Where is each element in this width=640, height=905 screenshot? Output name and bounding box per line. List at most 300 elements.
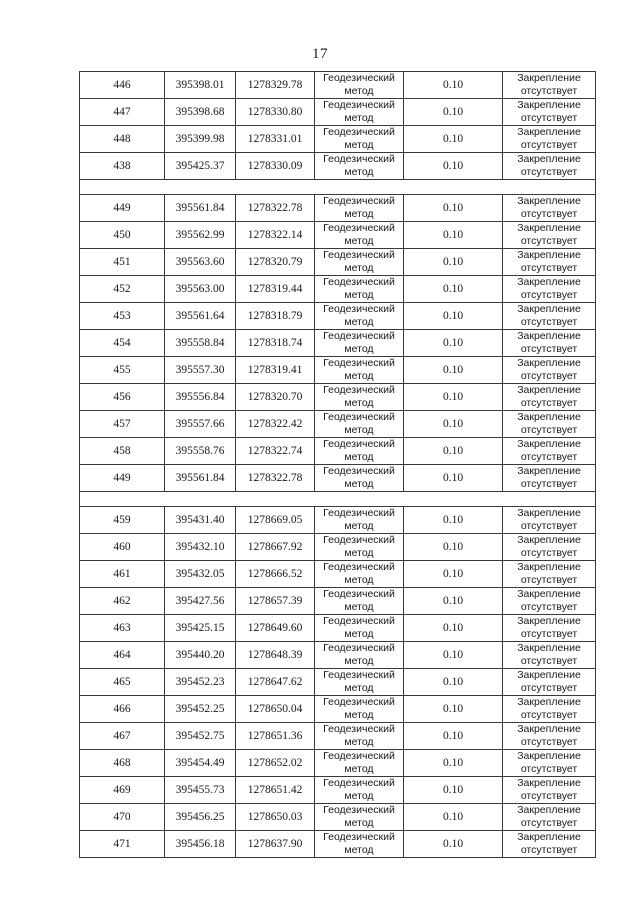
fixing-line-1: Закрепление bbox=[517, 330, 581, 342]
method-line-1: Геодезический bbox=[323, 153, 395, 165]
method-cell bbox=[315, 153, 404, 180]
method-text bbox=[315, 561, 403, 587]
fixing-line-1: Закрепление bbox=[517, 72, 581, 84]
accuracy-cell-value: 0.10 bbox=[442, 784, 464, 796]
fixing-cell bbox=[503, 534, 596, 561]
method-text bbox=[315, 696, 403, 722]
method-text bbox=[315, 438, 403, 464]
point-number-cell-value: 446 bbox=[113, 79, 131, 91]
method-line-2: метод bbox=[344, 817, 374, 829]
fixing-line-1: Закрепление bbox=[517, 303, 581, 315]
point-number-cell-value: 457 bbox=[113, 418, 131, 430]
x-coordinate-cell-value: 395456.18 bbox=[175, 838, 225, 850]
method-line-1: Геодезический bbox=[323, 804, 395, 816]
method-line-2: метод bbox=[344, 790, 374, 802]
fixing-text bbox=[503, 249, 595, 275]
fixing-line-2: отсутствует bbox=[520, 709, 578, 721]
fixing-cell bbox=[503, 303, 596, 330]
fixing-line-1: Закрепление bbox=[517, 465, 581, 477]
y-coordinate-cell-value: 1278666.52 bbox=[247, 568, 303, 580]
x-coordinate-cell bbox=[165, 804, 236, 831]
x-coordinate-cell bbox=[165, 276, 236, 303]
y-coordinate-cell-value: 1278322.78 bbox=[247, 472, 303, 484]
y-coordinate-cell bbox=[236, 384, 315, 411]
accuracy-cell-value: 0.10 bbox=[442, 337, 464, 349]
point-number-cell bbox=[80, 411, 165, 438]
method-cell bbox=[315, 411, 404, 438]
accuracy-cell bbox=[404, 507, 503, 534]
y-coordinate-cell-value: 1278322.78 bbox=[247, 202, 303, 214]
accuracy-cell bbox=[404, 72, 503, 99]
fixing-cell bbox=[503, 561, 596, 588]
x-coordinate-cell-value: 395398.68 bbox=[175, 106, 225, 118]
x-coordinate-cell-value: 395561.84 bbox=[175, 202, 225, 214]
point-number-cell bbox=[80, 303, 165, 330]
accuracy-cell-value: 0.10 bbox=[442, 595, 464, 607]
fixing-text bbox=[503, 384, 595, 410]
x-coordinate-cell bbox=[165, 588, 236, 615]
fixing-cell bbox=[503, 72, 596, 99]
point-number-cell-value: 459 bbox=[113, 514, 131, 526]
accuracy-cell-value: 0.10 bbox=[442, 160, 464, 172]
table-row bbox=[80, 330, 596, 357]
fixing-line-1: Закрепление bbox=[517, 411, 581, 423]
method-line-1: Геодезический bbox=[323, 330, 395, 342]
method-cell bbox=[315, 195, 404, 222]
y-coordinate-cell bbox=[236, 669, 315, 696]
point-number-cell-value: 464 bbox=[113, 649, 131, 661]
point-number-cell bbox=[80, 357, 165, 384]
x-coordinate-cell bbox=[165, 330, 236, 357]
table-row bbox=[80, 750, 596, 777]
x-coordinate-cell bbox=[165, 411, 236, 438]
fixing-text bbox=[503, 534, 595, 560]
coordinates-table-body bbox=[80, 72, 596, 858]
x-coordinate-cell-value: 395431.40 bbox=[175, 514, 225, 526]
accuracy-cell bbox=[404, 561, 503, 588]
method-line-1: Геодезический bbox=[323, 72, 395, 84]
x-coordinate-cell bbox=[165, 249, 236, 276]
y-coordinate-cell-value: 1278320.70 bbox=[247, 391, 303, 403]
accuracy-cell bbox=[404, 303, 503, 330]
x-coordinate-cell-value: 395427.56 bbox=[175, 595, 225, 607]
method-line-1: Геодезический bbox=[323, 195, 395, 207]
method-cell bbox=[315, 669, 404, 696]
table-row bbox=[80, 126, 596, 153]
y-coordinate-cell bbox=[236, 153, 315, 180]
point-number-cell bbox=[80, 222, 165, 249]
fixing-line-2: отсутствует bbox=[520, 628, 578, 640]
accuracy-cell-value: 0.10 bbox=[442, 541, 464, 553]
fixing-text bbox=[503, 303, 595, 329]
method-text bbox=[315, 669, 403, 695]
accuracy-cell bbox=[404, 411, 503, 438]
accuracy-cell bbox=[404, 99, 503, 126]
y-coordinate-cell bbox=[236, 303, 315, 330]
fixing-text bbox=[503, 438, 595, 464]
method-cell bbox=[315, 384, 404, 411]
method-line-2: метод bbox=[344, 478, 374, 490]
method-cell bbox=[315, 561, 404, 588]
method-line-2: метод bbox=[344, 370, 374, 382]
table-row bbox=[80, 615, 596, 642]
point-number-cell-value: 448 bbox=[113, 133, 131, 145]
method-text bbox=[315, 249, 403, 275]
fixing-cell bbox=[503, 831, 596, 858]
point-number-cell bbox=[80, 153, 165, 180]
x-coordinate-cell bbox=[165, 153, 236, 180]
method-text bbox=[315, 507, 403, 533]
table-row bbox=[80, 153, 596, 180]
method-text bbox=[315, 222, 403, 248]
point-number-cell-value: 450 bbox=[113, 229, 131, 241]
x-coordinate-cell-value: 395432.05 bbox=[175, 568, 225, 580]
method-cell bbox=[315, 534, 404, 561]
point-number-cell bbox=[80, 696, 165, 723]
method-text bbox=[315, 384, 403, 410]
x-coordinate-cell bbox=[165, 669, 236, 696]
point-number-cell-value: 463 bbox=[113, 622, 131, 634]
x-coordinate-cell-value: 395561.64 bbox=[175, 310, 225, 322]
table-row bbox=[80, 804, 596, 831]
x-coordinate-cell-value: 395398.01 bbox=[175, 79, 225, 91]
method-text bbox=[315, 195, 403, 221]
fixing-cell bbox=[503, 723, 596, 750]
y-coordinate-cell bbox=[236, 99, 315, 126]
point-number-cell bbox=[80, 72, 165, 99]
method-line-1: Геодезический bbox=[323, 831, 395, 843]
method-cell bbox=[315, 99, 404, 126]
x-coordinate-cell bbox=[165, 615, 236, 642]
fixing-cell bbox=[503, 507, 596, 534]
method-line-2: метод bbox=[344, 736, 374, 748]
point-number-cell-value: 451 bbox=[113, 256, 131, 268]
method-text bbox=[315, 777, 403, 803]
accuracy-cell-value: 0.10 bbox=[442, 568, 464, 580]
fixing-text bbox=[503, 696, 595, 722]
point-number-cell bbox=[80, 465, 165, 492]
fixing-cell bbox=[503, 804, 596, 831]
point-number-cell bbox=[80, 831, 165, 858]
table-row bbox=[80, 222, 596, 249]
method-line-2: метод bbox=[344, 139, 374, 151]
accuracy-cell bbox=[404, 276, 503, 303]
table-row bbox=[80, 249, 596, 276]
method-cell bbox=[315, 126, 404, 153]
x-coordinate-cell bbox=[165, 723, 236, 750]
accuracy-cell bbox=[404, 804, 503, 831]
method-text bbox=[315, 465, 403, 491]
method-line-1: Геодезический bbox=[323, 303, 395, 315]
method-line-1: Геодезический bbox=[323, 588, 395, 600]
method-text bbox=[315, 750, 403, 776]
accuracy-cell bbox=[404, 153, 503, 180]
y-coordinate-cell-value: 1278650.03 bbox=[247, 811, 303, 823]
fixing-cell bbox=[503, 126, 596, 153]
method-text bbox=[315, 804, 403, 830]
method-cell bbox=[315, 777, 404, 804]
fixing-line-1: Закрепление bbox=[517, 195, 581, 207]
fixing-cell bbox=[503, 357, 596, 384]
fixing-line-1: Закрепление bbox=[517, 534, 581, 546]
point-number-cell bbox=[80, 507, 165, 534]
fixing-line-2: отсутствует bbox=[520, 520, 578, 532]
method-line-1: Геодезический bbox=[323, 222, 395, 234]
method-cell bbox=[315, 276, 404, 303]
separator-row bbox=[80, 492, 596, 507]
table-row bbox=[80, 588, 596, 615]
accuracy-cell-value: 0.10 bbox=[442, 622, 464, 634]
fixing-line-2: отсутствует bbox=[520, 208, 578, 220]
y-coordinate-cell bbox=[236, 696, 315, 723]
accuracy-cell-value: 0.10 bbox=[442, 229, 464, 241]
fixing-cell bbox=[503, 777, 596, 804]
x-coordinate-cell-value: 395556.84 bbox=[175, 391, 225, 403]
x-coordinate-cell bbox=[165, 72, 236, 99]
method-line-1: Геодезический bbox=[323, 507, 395, 519]
y-coordinate-cell bbox=[236, 723, 315, 750]
accuracy-cell-value: 0.10 bbox=[442, 202, 464, 214]
table-row bbox=[80, 534, 596, 561]
method-cell bbox=[315, 465, 404, 492]
fixing-cell bbox=[503, 222, 596, 249]
method-cell bbox=[315, 330, 404, 357]
table-row bbox=[80, 276, 596, 303]
x-coordinate-cell-value: 395452.23 bbox=[175, 676, 225, 688]
fixing-line-2: отсутствует bbox=[520, 370, 578, 382]
point-number-cell bbox=[80, 276, 165, 303]
fixing-text bbox=[503, 357, 595, 383]
y-coordinate-cell bbox=[236, 195, 315, 222]
fixing-line-2: отсутствует bbox=[520, 736, 578, 748]
fixing-line-1: Закрепление bbox=[517, 153, 581, 165]
table-row bbox=[80, 357, 596, 384]
point-number-cell bbox=[80, 669, 165, 696]
method-line-2: метод bbox=[344, 85, 374, 97]
fixing-text bbox=[503, 99, 595, 125]
fixing-text bbox=[503, 723, 595, 749]
accuracy-cell bbox=[404, 126, 503, 153]
accuracy-cell-value: 0.10 bbox=[442, 757, 464, 769]
y-coordinate-cell-value: 1278657.39 bbox=[247, 595, 303, 607]
method-line-1: Геодезический bbox=[323, 615, 395, 627]
fixing-line-2: отсутствует bbox=[520, 85, 578, 97]
method-line-2: метод bbox=[344, 520, 374, 532]
accuracy-cell-value: 0.10 bbox=[442, 838, 464, 850]
accuracy-cell bbox=[404, 588, 503, 615]
fixing-line-1: Закрепление bbox=[517, 222, 581, 234]
point-number-cell-value: 468 bbox=[113, 757, 131, 769]
fixing-line-1: Закрепление bbox=[517, 357, 581, 369]
x-coordinate-cell bbox=[165, 561, 236, 588]
method-line-1: Геодезический bbox=[323, 534, 395, 546]
fixing-line-1: Закрепление bbox=[517, 438, 581, 450]
coordinates-table bbox=[79, 71, 596, 858]
point-number-cell bbox=[80, 384, 165, 411]
accuracy-cell-value: 0.10 bbox=[442, 106, 464, 118]
method-text bbox=[315, 615, 403, 641]
fixing-line-1: Закрепление bbox=[517, 126, 581, 138]
method-cell bbox=[315, 750, 404, 777]
method-line-1: Геодезический bbox=[323, 276, 395, 288]
x-coordinate-cell-value: 395452.25 bbox=[175, 703, 225, 715]
method-line-2: метод bbox=[344, 424, 374, 436]
method-line-2: метод bbox=[344, 112, 374, 124]
method-cell bbox=[315, 249, 404, 276]
y-coordinate-cell bbox=[236, 357, 315, 384]
x-coordinate-cell-value: 395557.30 bbox=[175, 364, 225, 376]
method-text bbox=[315, 153, 403, 179]
table-row bbox=[80, 831, 596, 858]
accuracy-cell bbox=[404, 384, 503, 411]
method-line-1: Геодезический bbox=[323, 561, 395, 573]
point-number-cell bbox=[80, 561, 165, 588]
method-cell bbox=[315, 222, 404, 249]
y-coordinate-cell-value: 1278647.62 bbox=[247, 676, 303, 688]
method-cell bbox=[315, 642, 404, 669]
accuracy-cell bbox=[404, 642, 503, 669]
y-coordinate-cell bbox=[236, 615, 315, 642]
x-coordinate-cell-value: 395456.25 bbox=[175, 811, 225, 823]
point-number-cell bbox=[80, 249, 165, 276]
y-coordinate-cell bbox=[236, 750, 315, 777]
y-coordinate-cell-value: 1278319.41 bbox=[247, 364, 303, 376]
table-row bbox=[80, 642, 596, 669]
method-text bbox=[315, 276, 403, 302]
table-row bbox=[80, 561, 596, 588]
accuracy-cell bbox=[404, 330, 503, 357]
fixing-line-2: отсутствует bbox=[520, 397, 578, 409]
accuracy-cell-value: 0.10 bbox=[442, 256, 464, 268]
point-number-cell bbox=[80, 126, 165, 153]
method-cell bbox=[315, 507, 404, 534]
fixing-line-1: Закрепление bbox=[517, 588, 581, 600]
x-coordinate-cell bbox=[165, 642, 236, 669]
fixing-cell bbox=[503, 438, 596, 465]
fixing-line-2: отсутствует bbox=[520, 574, 578, 586]
fixing-line-2: отсутствует bbox=[520, 316, 578, 328]
x-coordinate-cell-value: 395452.75 bbox=[175, 730, 225, 742]
x-coordinate-cell-value: 395454.49 bbox=[175, 757, 225, 769]
point-number-cell-value: 447 bbox=[113, 106, 131, 118]
accuracy-cell bbox=[404, 438, 503, 465]
fixing-cell bbox=[503, 642, 596, 669]
fixing-line-1: Закрепление bbox=[517, 696, 581, 708]
method-line-2: метод bbox=[344, 844, 374, 856]
accuracy-cell bbox=[404, 831, 503, 858]
method-cell bbox=[315, 804, 404, 831]
fixing-text bbox=[503, 588, 595, 614]
fixing-line-2: отсутствует bbox=[520, 451, 578, 463]
accuracy-cell bbox=[404, 615, 503, 642]
point-number-cell bbox=[80, 642, 165, 669]
x-coordinate-cell bbox=[165, 195, 236, 222]
method-line-1: Геодезический bbox=[323, 438, 395, 450]
method-line-2: метод bbox=[344, 343, 374, 355]
y-coordinate-cell bbox=[236, 276, 315, 303]
separator-cell bbox=[80, 180, 596, 195]
y-coordinate-cell bbox=[236, 777, 315, 804]
fixing-line-2: отсутствует bbox=[520, 763, 578, 775]
x-coordinate-cell-value: 395557.66 bbox=[175, 418, 225, 430]
fixing-cell bbox=[503, 588, 596, 615]
x-coordinate-cell bbox=[165, 99, 236, 126]
table-row bbox=[80, 669, 596, 696]
fixing-text bbox=[503, 465, 595, 491]
table-row bbox=[80, 507, 596, 534]
point-number-cell bbox=[80, 534, 165, 561]
accuracy-cell-value: 0.10 bbox=[442, 703, 464, 715]
fixing-line-2: отсутствует bbox=[520, 424, 578, 436]
fixing-line-2: отсутствует bbox=[520, 655, 578, 667]
fixing-text bbox=[503, 276, 595, 302]
method-line-1: Геодезический bbox=[323, 669, 395, 681]
point-number-cell bbox=[80, 615, 165, 642]
fixing-text bbox=[503, 561, 595, 587]
y-coordinate-cell bbox=[236, 330, 315, 357]
fixing-line-1: Закрепление bbox=[517, 615, 581, 627]
x-coordinate-cell-value: 395562.99 bbox=[175, 229, 225, 241]
method-text bbox=[315, 534, 403, 560]
point-number-cell bbox=[80, 777, 165, 804]
point-number-cell-value: 466 bbox=[113, 703, 131, 715]
point-number-cell bbox=[80, 588, 165, 615]
point-number-cell-value: 449 bbox=[113, 202, 131, 214]
fixing-line-2: отсутствует bbox=[520, 262, 578, 274]
y-coordinate-cell-value: 1278648.39 bbox=[247, 649, 303, 661]
method-cell bbox=[315, 357, 404, 384]
method-cell bbox=[315, 438, 404, 465]
fixing-line-2: отсутствует bbox=[520, 139, 578, 151]
accuracy-cell-value: 0.10 bbox=[442, 418, 464, 430]
method-line-1: Геодезический bbox=[323, 696, 395, 708]
table-row bbox=[80, 465, 596, 492]
method-line-1: Геодезический bbox=[323, 357, 395, 369]
accuracy-cell bbox=[404, 696, 503, 723]
x-coordinate-cell bbox=[165, 750, 236, 777]
accuracy-cell-value: 0.10 bbox=[442, 445, 464, 457]
x-coordinate-cell bbox=[165, 222, 236, 249]
fixing-text bbox=[503, 804, 595, 830]
fixing-line-2: отсутствует bbox=[520, 601, 578, 613]
fixing-line-2: отсутствует bbox=[520, 289, 578, 301]
point-number-cell bbox=[80, 723, 165, 750]
x-coordinate-cell bbox=[165, 777, 236, 804]
y-coordinate-cell bbox=[236, 465, 315, 492]
accuracy-cell bbox=[404, 777, 503, 804]
x-coordinate-cell-value: 395561.84 bbox=[175, 472, 225, 484]
x-coordinate-cell bbox=[165, 465, 236, 492]
y-coordinate-cell bbox=[236, 438, 315, 465]
x-coordinate-cell bbox=[165, 303, 236, 330]
y-coordinate-cell-value: 1278651.42 bbox=[247, 784, 303, 796]
method-text bbox=[315, 723, 403, 749]
fixing-cell bbox=[503, 411, 596, 438]
y-coordinate-cell bbox=[236, 642, 315, 669]
table-row bbox=[80, 72, 596, 99]
x-coordinate-cell bbox=[165, 534, 236, 561]
accuracy-cell bbox=[404, 195, 503, 222]
method-line-2: метод bbox=[344, 289, 374, 301]
accuracy-cell-value: 0.10 bbox=[442, 514, 464, 526]
point-number-cell-value: 449 bbox=[113, 472, 131, 484]
point-number-cell-value: 438 bbox=[113, 160, 131, 172]
point-number-cell-value: 470 bbox=[113, 811, 131, 823]
y-coordinate-cell-value: 1278318.74 bbox=[247, 337, 303, 349]
fixing-line-1: Закрепление bbox=[517, 561, 581, 573]
method-line-1: Геодезический bbox=[323, 465, 395, 477]
y-coordinate-cell bbox=[236, 222, 315, 249]
